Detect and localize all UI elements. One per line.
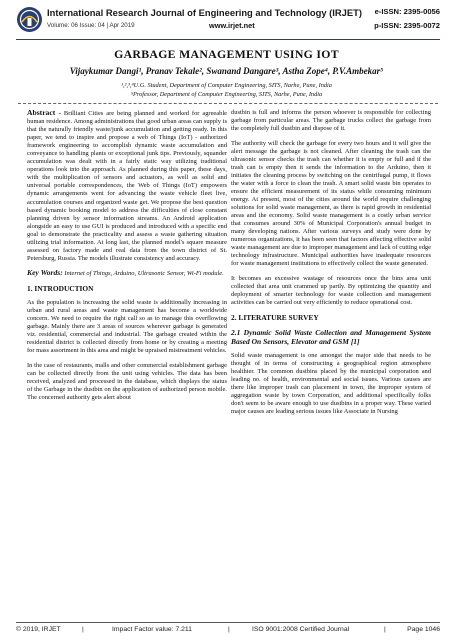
footer-page-number: Page 1046 <box>407 626 440 633</box>
pissn: p-ISSN: 2395-0072 <box>374 21 440 30</box>
abstract <box>27 109 227 263</box>
irjet-logo-icon <box>16 6 43 33</box>
section-heading-literature-survey: 2. LITERATURE SURVEY <box>231 312 319 322</box>
subsection-title: Dynamic Solid Waste Collection and Management System Based On Sensors, Elevator and GSM [1] <box>231 327 431 346</box>
page-footer <box>16 626 440 638</box>
eissn: e-ISSN: 2395-0056 <box>374 7 440 16</box>
subsection-heading <box>231 328 431 346</box>
journal-website: www.irjet.net <box>209 21 255 30</box>
authors: Vijaykumar Dangi¹, Pranav Tekale², Swanand Dangare³, Astha Zope⁴, P.V.Ambekar⁵ <box>69 66 384 76</box>
title-divider <box>18 103 438 104</box>
footer-separator: | <box>228 626 230 633</box>
body-paragraph: The authority will check the garbage for every two hours and it will give the alert message the garbage is not cleaned. After cleaning the trash can the ultrasonic sensor checks the trash can whether it is empty or full and if the trash can is empty then it sends the information to the Arduino, then it initiates the cleaning process by switching on the centrifugal pump, it flows the water with a force to clean the trash. A smart solid waste bin operates to ensure the efficient measurement of its status while consuming minimum energy. At present, most of the cities around the world require challenging solutions for solid waste management, as there is rapid growth in residential areas and the economy. Solid waste management is a costly urban service that consumes around 30% of Municipal Corporation's annual budget in many developing nations. After various surveys and study were done by numerous organizations, it has been seen that factors affecting effective solid waste management are due to improper management and lack of cutting edge technology infrastructure. Municipal authorities have inadequate resources for waste management institutions to effectively collect the waste generated. <box>231 139 431 268</box>
paper-title: GARBAGE MANAGEMENT USING IOT <box>114 47 339 61</box>
body-paragraph: Solid waste management is one amongst the major side that needs to be thought of in terms of constructing a geographical region atmosphere healthier. The common dustbins placed by the municipal corporation and leading no. of health, environmental and social issues. Various causes are there like improper trash can placement in town, the improper system of aggregation waste by town Corporation, and additional specifically folks don't seem to be aware enough to use dustbins in a proper way. These varied major causes are leading serious issues like Associate in Nursing <box>231 352 431 416</box>
abstract-text: Brilliant Cities are being planned and worked for agreeable human residence. Among administrations that good urban areas can supply is that the naturally friendly waste/junk accumulation and getting ready. In this paper, we tend to inspire and propose a web of Things (IoT) - authorized framework engineering to accomplish dynamic waste accumulation and conveyance to handling plants or exceptional junk tips. Previously, squander accumulation was dealt with in a fairly static way utilizing traditional operations look into the approach. As planned during this paper, these days, with the multiplication of sensors and actuators, as well as solid and universal portable correspondences, the Web of Things (IoT) empowers dynamic arrangements went for advancing the waste vehicle fleet live, accumulation courses and organized waste get. We propose the best question based dynamic booking model to address the difficulties of close constant planning driven by sensor information streams. An Android application alongside an easy to use GUI is produced and introduced with a specific end goal to demonstrate the practicality and assess a waste gathering situation utilizing trial information. At long last, the planned model's square measure assessed on factory made and real data from the town district of St. Petersburg, Russia. The models illustrate consistency and accuracy. <box>27 110 228 262</box>
header-rule <box>16 39 440 40</box>
journal-title: International Research Journal of Engineering and Technology (IRJET) <box>47 7 362 18</box>
left-column <box>27 109 227 409</box>
intro-paragraph: In the case of restaurants, malls and other commercial establishment garbage can be collected directly from the unit using vehicles. The data has been received, analyzed and processed in the database, which displays the status of the Garbage in the dustbin on the application of authorized person mobile. The concerned authority gets alert about <box>27 361 227 401</box>
volume-issue: Volume: 06 Issue: 04 | Apr 2019 <box>47 22 135 29</box>
journal-header <box>16 6 440 40</box>
right-column <box>231 109 431 423</box>
section-heading-introduction: 1. INTRODUCTION <box>27 283 94 293</box>
intro-paragraph: As the population is increasing the solid waste is additionally increasing in urban and rural areas and waste management has become a worldwide concern. We need to require the right call so as to manage this overflowing garbage. Mainly there are 3 areas of sources wherever garbage is generated viz. residential, commercial and industrial. The garbage created within the residential district is collected directly from home or by creating a meeting for mass assortment in this area and might be upraised mistreatment vehicles. <box>27 298 227 355</box>
footer-separator: | <box>82 626 84 633</box>
footer-copyright: © 2019, IRJET <box>16 626 61 633</box>
footer-impact-factor: Impact Factor value: 7.211 <box>112 626 192 633</box>
affiliation-students: ¹,²,³,⁴U.G. Student, Department of Computer Engineering, SITS, Narhe, Pune, India <box>121 82 332 89</box>
footer-separator: | <box>384 626 386 633</box>
body-paragraph: It becomes an excessive wastage of resources once the bins area unit collected that area unit crammed up partly. By optimizing the quantity and deployment of smarter technology for waste collection and management activities can be carried out very efficiently to reduce operational cost. <box>231 274 431 307</box>
abstract-label: Abstract - <box>27 108 61 117</box>
keywords-label: Key Words: <box>27 268 63 278</box>
subsection-number: 2.1 <box>231 327 241 337</box>
footer-iso: ISO 9001:2008 Certified Journal <box>252 626 350 633</box>
body-paragraph: dustbin is full and informs the person whoever is responsible for collecting garbage from particular areas. The garbage trucks collect the garbage from the completely full dustbin and dispose of it. <box>231 109 431 133</box>
affiliation-professor: ⁵Professor, Department of Computer Engineering, SITS, Narhe, Pune, India <box>130 91 323 98</box>
footer-rule <box>16 622 440 623</box>
keywords-text: Internet of Things, Arduino, Ultrasonic Sensor, Wi-Fi module. <box>62 270 224 278</box>
keywords <box>27 269 227 278</box>
